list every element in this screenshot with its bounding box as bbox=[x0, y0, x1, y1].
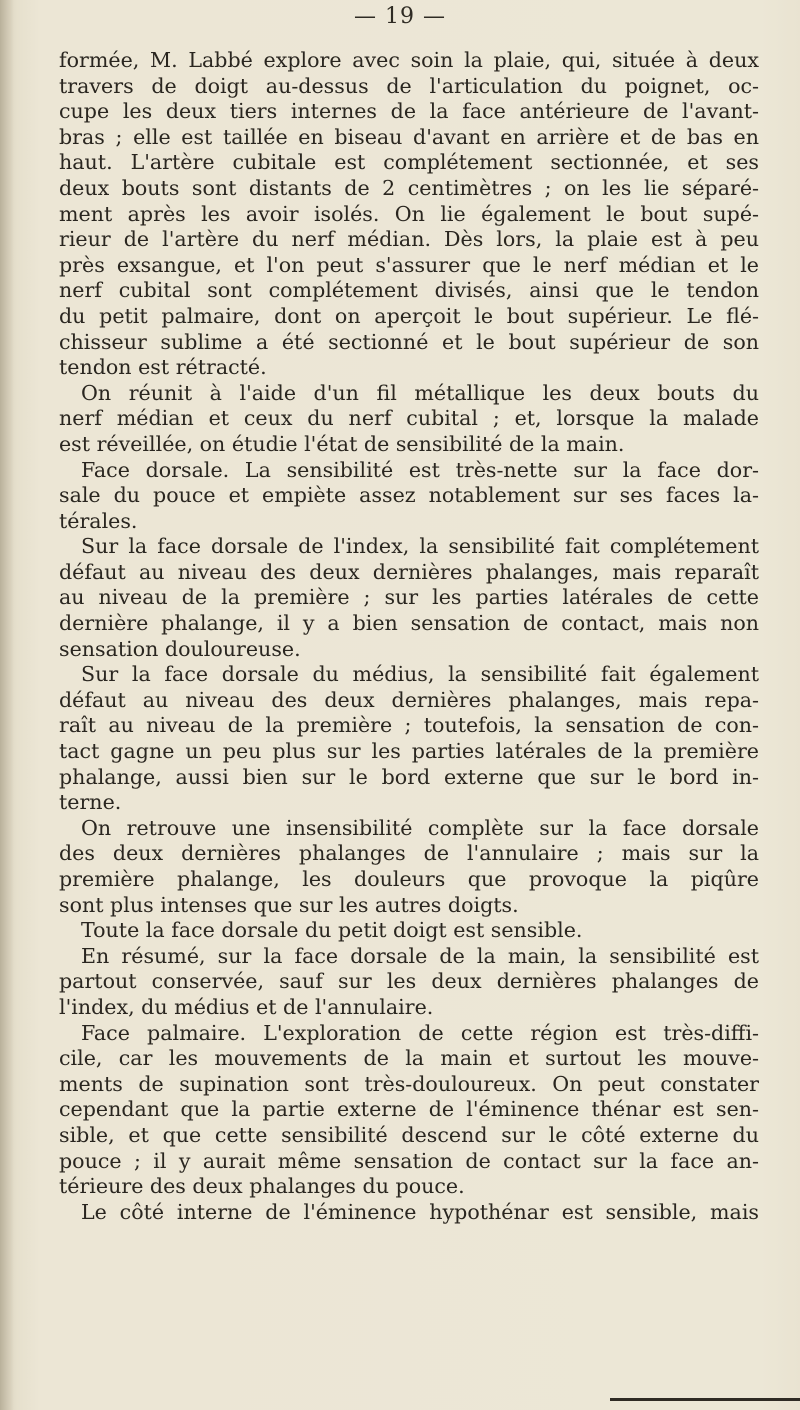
text-line: partout conservée, sauf sur les deux dernières phalanges de bbox=[59, 969, 759, 994]
text-line: En résumé, sur la face dorsale de la main, la sensibilité est bbox=[81, 943, 759, 968]
text-line: térieure des deux phalanges du pouce. bbox=[59, 1174, 465, 1199]
text-line: sont plus intenses que sur les autres doigts. bbox=[59, 892, 519, 917]
text-line: rieur de l'artère du nerf médian. Dès lors, la plaie est à peu bbox=[59, 227, 759, 252]
body-text bbox=[59, 48, 759, 1225]
text-line: On retrouve une insensibilité complète sur la face dorsale bbox=[81, 815, 759, 840]
text-line: défaut au niveau des deux dernières phalanges, mais repa- bbox=[59, 687, 759, 712]
text-line: On réunit à l'aide d'un fil métallique les deux bouts du bbox=[81, 380, 759, 405]
text-line: nerf médian et ceux du nerf cubital ; et, lorsque la malade bbox=[59, 406, 759, 431]
text-line: sible, et que cette sensibilité descend sur le côté externe du bbox=[59, 1122, 759, 1147]
text-line: tendon est rétracté. bbox=[59, 355, 267, 380]
text-line: cupe les deux tiers internes de la face antérieure de l'avant- bbox=[59, 99, 759, 124]
text-line: tact gagne un peu plus sur les parties latérales de la première bbox=[59, 739, 759, 764]
text-line: travers de doigt au-dessus de l'articulation du poignet, oc- bbox=[59, 73, 759, 98]
text-line: deux bouts sont distants de 2 centimètres ; on les lie séparé- bbox=[59, 175, 759, 200]
bottom-rule bbox=[610, 1398, 800, 1401]
text-line: phalange, aussi bien sur le bord externe que sur le bord in- bbox=[59, 764, 759, 789]
text-line: au niveau de la première ; sur les parties latérales de cette bbox=[59, 585, 759, 610]
binding-gutter bbox=[0, 0, 14, 1410]
text-line: bras ; elle est taillée en biseau d'avant en arrière et de bas en bbox=[59, 124, 759, 149]
text-line: dernière phalange, il y a bien sensation de contact, mais non bbox=[59, 611, 759, 636]
text-line: pouce ; il y aurait même sensation de contact sur la face an- bbox=[59, 1148, 759, 1173]
text-line: des deux dernières phalanges de l'annulaire ; mais sur la bbox=[59, 841, 759, 866]
text-line: nerf cubital sont complétement divisés, ainsi que le tendon bbox=[59, 278, 759, 303]
text-line: Toute la face dorsale du petit doigt est sensible. bbox=[81, 918, 583, 943]
text-line: cile, car les mouvements de la main et surtout les mouve- bbox=[59, 1046, 759, 1071]
text-line: raît au niveau de la première ; toutefois, la sensation de con- bbox=[59, 713, 759, 738]
text-line: cependant que la partie externe de l'éminence thénar est sen- bbox=[59, 1097, 759, 1122]
text-line: formée, M. Labbé explore avec soin la plaie, qui, située à deux bbox=[59, 48, 759, 72]
text-line: Sur la face dorsale du médius, la sensibilité fait également bbox=[81, 662, 759, 687]
text-line: du petit palmaire, dont on aperçoit le bout supérieur. Le flé- bbox=[59, 303, 759, 328]
text-line: Le côté interne de l'éminence hypothénar est sensible, mais bbox=[81, 1199, 759, 1224]
text-line: est réveillée, on étudie l'état de sensibilité de la main. bbox=[59, 431, 625, 456]
text-line: près exsangue, et l'on peut s'assurer que le nerf médian et le bbox=[59, 252, 759, 277]
text-line: térales. bbox=[59, 508, 138, 533]
text-line: Face dorsale. La sensibilité est très-nette sur la face dor- bbox=[81, 457, 759, 482]
text-line: sale du pouce et empiète assez notablement sur ses faces la- bbox=[59, 483, 759, 508]
text-line: haut. L'artère cubitale est complétement sectionnée, et ses bbox=[59, 150, 759, 175]
text-line: Sur la face dorsale de l'index, la sensibilité fait complétement bbox=[81, 534, 759, 559]
text-line: l'index, du médius et de l'annulaire. bbox=[59, 994, 434, 1019]
text-line: ment après les avoir isolés. On lie également le bout supé- bbox=[59, 201, 759, 226]
text-line: terne. bbox=[59, 790, 122, 815]
text-line: ments de supination sont très-douloureux. On peut constater bbox=[59, 1071, 759, 1096]
text-line: sensation douloureuse. bbox=[59, 636, 301, 661]
text-line: chisseur sublime a été sectionné et le bout supérieur de son bbox=[59, 329, 759, 354]
page-number: — 19 — bbox=[354, 4, 446, 29]
text-line: défaut au niveau des deux dernières phalanges, mais reparaît bbox=[59, 559, 759, 584]
text-line: Face palmaire. L'exploration de cette région est très-diffi- bbox=[81, 1020, 759, 1045]
text-line: première phalange, les douleurs que provoque la piqûre bbox=[59, 867, 759, 891]
